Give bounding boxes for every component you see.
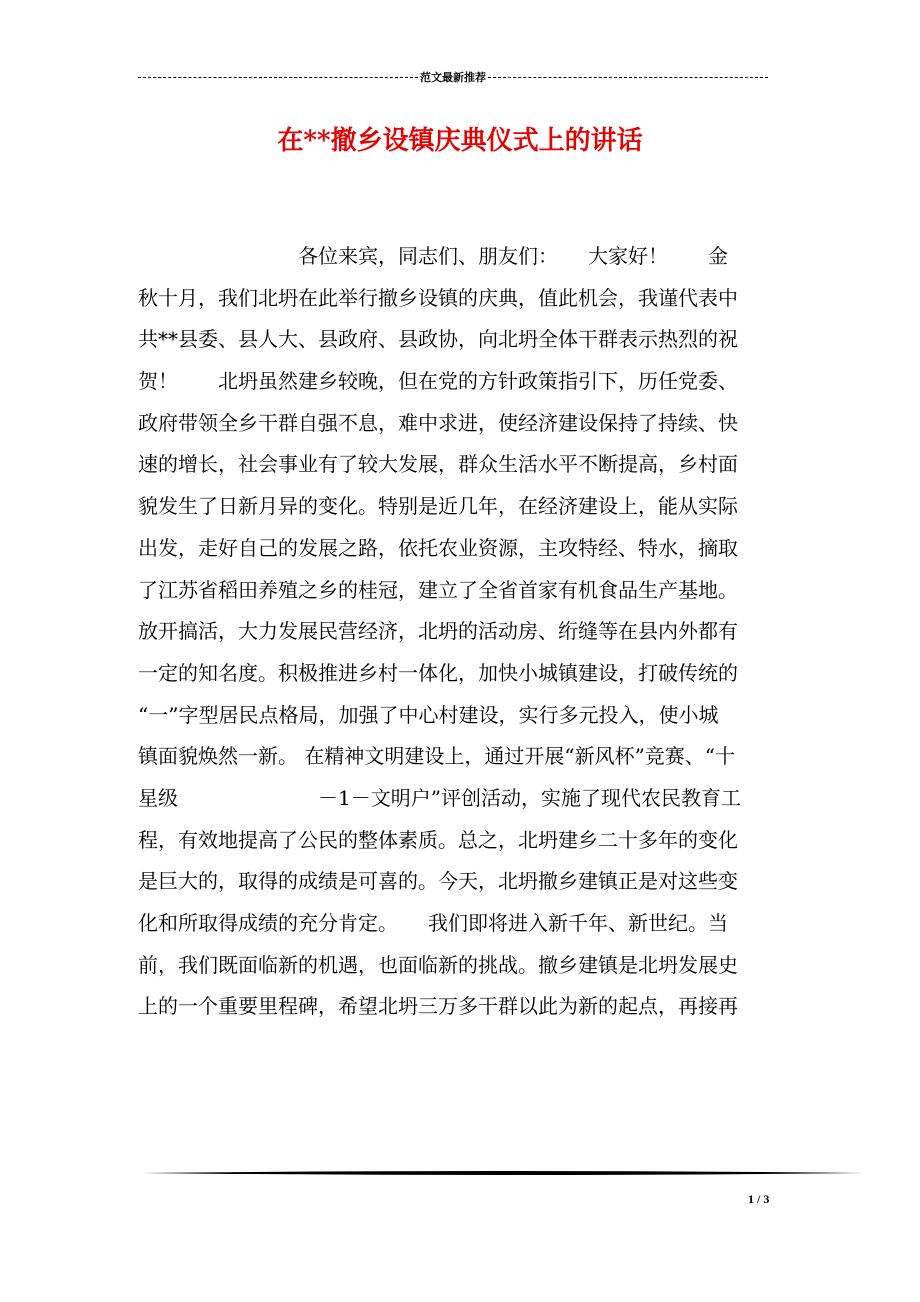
page-header: [138, 68, 768, 86]
body-line: 放开搞活，大力发展民营经济，北坍的活动房、绗缝等在县内外都有: [138, 619, 738, 644]
body-line: 上的一个重要里程碑，希望北坍三万多干群以此为新的起点，再接再: [138, 994, 738, 1019]
header-dashes-left: [138, 77, 418, 78]
body-line: 镇面貌焕然一新。 在精神文明建设上，通过开展“新风杯”竞赛、“十: [138, 744, 736, 769]
body-line: 前，我们既面临新的机遇，也面临新的挑战。撤乡建镇是北坍发展史: [138, 952, 738, 977]
body-line: 政府带领全乡干群自强不息，难中求进，使经济建设保持了持续、快: [138, 410, 738, 435]
body-line: 星级 －1－文明户”评创活动，实施了现代农民教育工: [138, 785, 741, 810]
body-line: 程，有效地提高了公民的整体素质。总之，北坍建乡二十多年的变化: [138, 827, 738, 852]
body-line: 是巨大的，取得的成绩是可喜的。今天，北坍撤乡建镇正是对这些变: [138, 869, 738, 894]
body-line: 了江苏省稻田养殖之乡的桂冠，建立了全省首家有机食品生产基地。: [138, 577, 738, 602]
body-line: 各位来宾，同志们、朋友们： 大家好！ 金: [138, 244, 728, 268]
footer-rule: [142, 1168, 864, 1178]
body-line: 贺！ 北坍虽然建乡较晚，但在党的方针政策指引下，历任党委、: [138, 369, 738, 394]
body-line: “一”字型居民点格局，加强了中心村建设，实行多元投入，使小城: [138, 702, 719, 727]
header-dashes-right: [488, 77, 768, 78]
header-label: 范文最新推荐: [420, 72, 486, 84]
body-line: 貌发生了日新月异的变化。特别是近几年，在经济建设上，能从实际: [138, 494, 738, 519]
body-line: 出发，走好自己的发展之路，依托农业资源，主攻特经、特水，摘取: [138, 535, 738, 560]
body-line: 共**县委、县人大、县政府、县政协，向北坍全体干群表示热烈的祝: [138, 327, 738, 352]
body-line: 化和所取得成绩的充分肯定。 我们即将进入新千年、新世纪。当: [138, 911, 728, 935]
body-line: 秋十月，我们北坍在此举行撤乡设镇的庆典，值此机会，我谨代表中: [138, 285, 738, 310]
document-body: [138, 236, 788, 1028]
document-title: 在**撤乡设镇庆典仪式上的讲话: [277, 126, 643, 156]
page-number: 1 / 3: [748, 1192, 770, 1206]
body-line: 速的增长，社会事业有了较大发展，群众生活水平不断提高，乡村面: [138, 452, 738, 477]
body-line: 一定的知名度。积极推进乡村一体化，加快小城镇建设，打破传统的: [138, 660, 738, 685]
